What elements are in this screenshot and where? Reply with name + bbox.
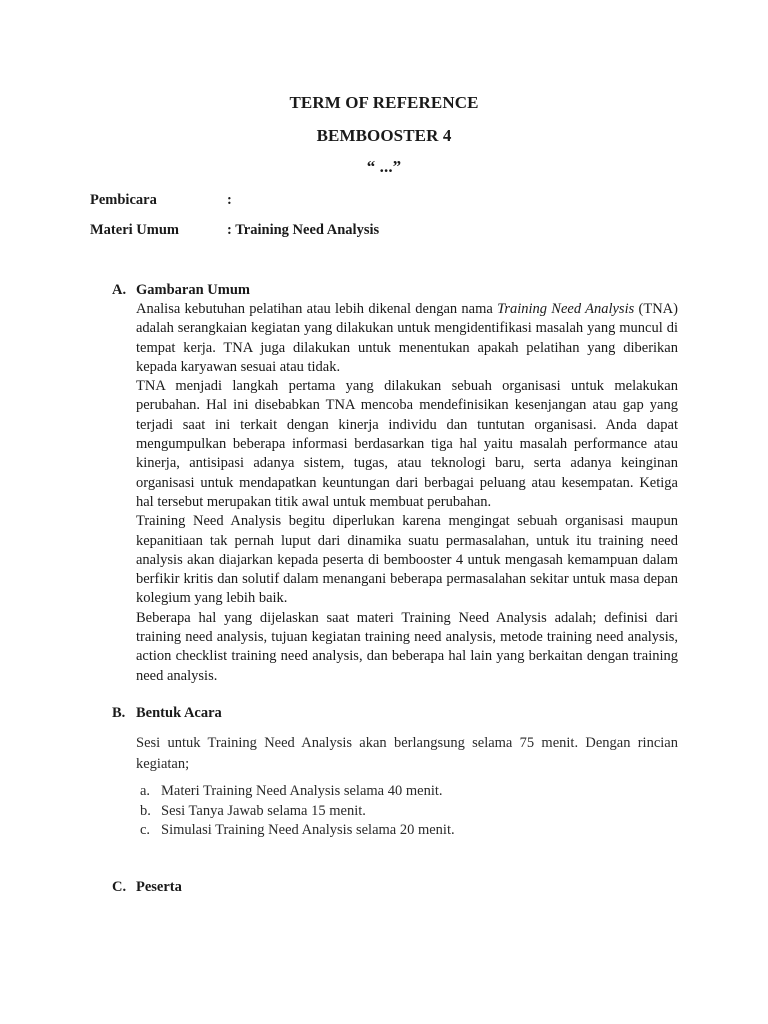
section-a-title: Gambaran Umum [136, 282, 250, 298]
section-c-title: Peserta [136, 879, 182, 895]
section-a-body [136, 300, 678, 686]
section-b-intro: Sesi untuk Training Need Analysis akan berlangsung selama 75 menit. Dengan rincian kegiatan; [136, 735, 678, 772]
list-item [136, 821, 656, 841]
paragraph-1-suffix: (TNA) adalah serangkaian kegiatan yang dilakukan untuk mengidentifikasi masalah yang muncul di tempat kerja. TNA juga dilakukan untuk menentukan apakah pelatihan yang diberikan kepada karyawan sesuai atau tidak. [136, 301, 678, 375]
section-a-paragraph-2: TNA menjadi langkah pertama yang dilakukan sebuah organisasi untuk melakukan perubahan. Hal ini disebabkan TNA mencoba mendefinisikan kesenjangan atau gap yang terjadi saat ini terkait dengan kinerja individu dan tuntutan organisasi. Anda dapat mengumpulkan beberapa informasi berdasarkan tiga hal yaitu masalah performance atau kinerja, antisipasi adanya sistem, tugas, atau teknologi baru, serta adanya keinginan organisasi untuk mendapatkan keuntungan dari berbagai peluang atau kesempatan. Ketiga hal tersebut merupakan titik awal untuk membuat perubahan. [136, 378, 678, 510]
document-subtitle: BEMBOOSTER 4 [316, 126, 452, 145]
section-a-paragraph-1 [136, 300, 678, 377]
section-b-title: Bentuk Acara [136, 705, 222, 721]
document-title: TERM OF REFERENCE [289, 93, 479, 112]
list-item-text: Simulasi Training Need Analysis selama 20 menit. [161, 822, 455, 838]
section-c-letter: C. [112, 879, 127, 895]
section-a-paragraph-3: Training Need Analysis begitu diperlukan karena mengingat sebuah organisasi maupun kepanitiaan tak pernah luput dari dinamika suatu permasalahan, untuk itu training need analysis akan diajarkan kepada peserta di bembooster 4 untuk mengasah kemampuan dalam berfikir kritis dan solutif dalam menangani beberapa permasalahan sekitar untuk masa depan kolegium yang lebih baik. [136, 513, 678, 607]
document-theme: “ ...” [366, 157, 402, 176]
section-b-letter: B. [112, 705, 126, 721]
pembicara-value: : [227, 192, 232, 208]
list-item [136, 802, 656, 822]
list-item-text: Materi Training Need Analysis selama 40 menit. [161, 783, 443, 799]
list-marker: a. [140, 783, 151, 799]
list-item-text: Sesi Tanya Jawab selama 15 menit. [161, 802, 366, 819]
pembicara-label: Pembicara [90, 192, 157, 208]
materi-value: : Training Need Analysis [227, 222, 380, 238]
list-item [136, 782, 656, 802]
activity-list [136, 782, 656, 841]
paragraph-1-prefix: Analisa kebutuhan pelatihan atau lebih dikenal dengan nama [136, 301, 498, 317]
list-marker: c. [140, 822, 151, 838]
section-a-paragraph-4: Beberapa hal yang dijelaskan saat materi Training Need Analysis adalah; definisi dari training need analysis, tujuan kegiatan training need analysis, metode training need analysis, action checklist training need analysis, dan beberapa hal lain yang berkaitan dengan training need analysis. [136, 609, 678, 684]
paragraph-1-italic: Training Need Analysis [497, 301, 635, 317]
list-marker: b. [140, 802, 151, 819]
materi-label: Materi Umum [90, 222, 179, 238]
section-a-letter: A. [112, 282, 127, 298]
